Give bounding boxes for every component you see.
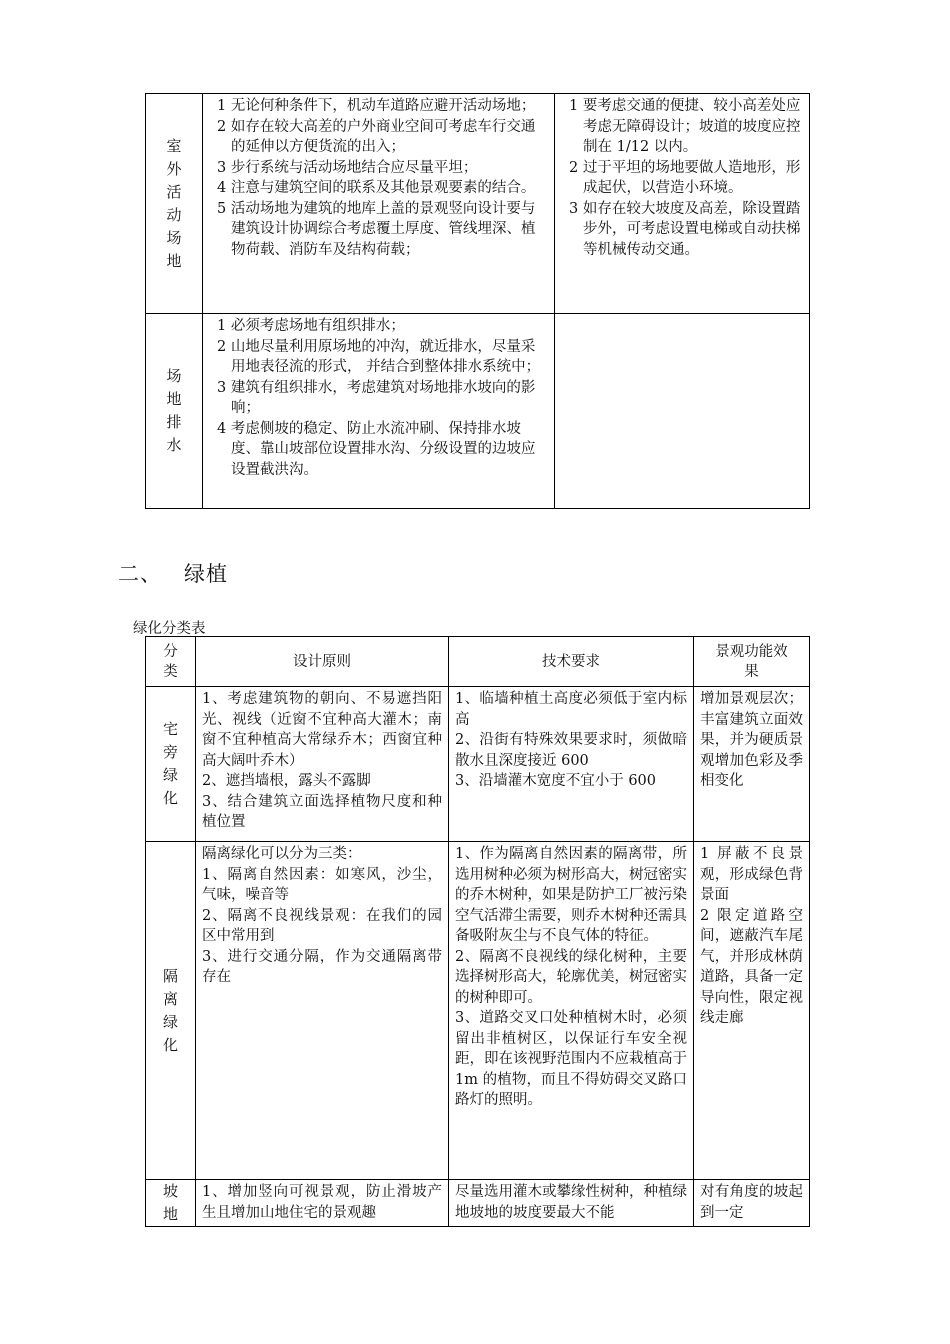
list-item: 隔离绿化可以分为三类： [202, 846, 362, 862]
section-number: 二、 [118, 562, 162, 586]
effect-cell [694, 687, 810, 842]
row-label-isolation: 隔 离 绿 化 [146, 842, 196, 1180]
row-label-house-side: 宅 旁 绿 化 [146, 687, 196, 842]
list-item: 5 活动场地为建筑的地库上盖的景观竖向设计要与建筑设计协调综合考虑覆土厚度、管线埋深、植物荷载、消防车及结构荷载； [217, 200, 536, 258]
list-item: 2 过于平坦的场地要做人造地形，形成起伏，以营造小环境。 [569, 159, 801, 196]
section-title: 绿植 [184, 562, 228, 586]
list-item: 3、道路交叉口处种植树木时，必须留出非植树区，以保证行车安全视距，即在该视野范围内不应栽植高于 1m 的植物，而且不得妨碍交叉路口路灯的照明。 [455, 1010, 687, 1108]
principle-cell [196, 687, 449, 842]
list-item: 1 要考虑交通的便捷、较小高差处应考虑无障碍设计；坡道的坡度应控制在 1/12 以内。 [569, 98, 801, 155]
requirements-cell-empty [555, 314, 810, 509]
list-item: 增加景观层次；丰富建筑立面效果，并为硬质景观增加色彩及季相变化 [700, 691, 803, 789]
list-item: 1、考虑建筑物的朝向、不易遮挡阳光、视线（近窗不宜种高大灌木；南窗不宜种植高大常绿乔木；西窗宜种高大阔叶乔木） [202, 691, 442, 769]
header-effect: 景观功能效 果 [694, 637, 810, 687]
table-row [146, 94, 810, 314]
list-item: 4 考虑侧坡的稳定、防止水流冲刷、保持排水坡度、靠山坡部位设置排水沟、分级设置的边坡应设置截洪沟。 [217, 420, 536, 478]
principles-cell [203, 314, 555, 509]
table-row [146, 687, 810, 842]
header-category: 分 类 [146, 637, 196, 687]
list-item: 2、沿街有特殊效果要求时，须做暗散水且深度接近 600 [455, 732, 687, 769]
list-item: 2、隔离不良视线景观：在我们的园区中常用到 [202, 907, 442, 944]
table-row [146, 842, 810, 1180]
list-item: 1、隔离自然因素：如寒风，沙尘，气味，噪音等 [202, 866, 442, 903]
row-label-site-drainage: 场 地 排 水 [146, 314, 203, 509]
site-design-table [145, 93, 810, 509]
effect-cell [694, 1180, 810, 1227]
principle-cell [196, 1180, 449, 1227]
list-item: 1 必须考虑场地有组织排水； [217, 318, 405, 334]
requirements-cell [555, 94, 810, 314]
requirement-cell [449, 1180, 694, 1227]
list-item: 1 屏蔽不良景观，形成绿色背景面 [700, 846, 803, 903]
table-caption: 绿化分类表 [133, 621, 206, 637]
requirement-cell [449, 842, 694, 1180]
table-row [146, 314, 810, 509]
table-row [146, 1180, 810, 1227]
header-principle: 设计原则 [196, 637, 449, 687]
greening-classification-table [145, 636, 810, 1227]
list-item: 1、临墙种植土高度必须低于室内标高 [455, 691, 687, 728]
list-item: 3 如存在较大坡度及高差，除设置踏步外，可考虑设置电梯或自动扶梯等机械传动交通。 [569, 200, 801, 258]
list-item: 3 步行系统与活动场地结合应尽量平坦； [217, 159, 478, 176]
row-label-slope: 坡 地 [146, 1180, 196, 1227]
list-item: 尽量选用灌木或攀缘性树种，种植绿地坡地的坡度要最大不能 [455, 1184, 687, 1221]
list-item: 3、沿墙灌木宽度不宜小于 600 [455, 773, 657, 789]
list-item: 2 如存在较大高差的户外商业空间可考虑车行交通的延伸以方便货流的出入； [217, 118, 536, 155]
list-item: 2 限定道路空间，遮蔽汽车尾气，并形成林荫道路，具备一定导向性，限定视线走廊 [700, 907, 803, 1026]
list-item: 4 注意与建筑空间的联系及其他景观要素的结合。 [217, 180, 536, 196]
header-requirement: 技术要求 [449, 637, 694, 687]
list-item: 2、遮挡墙根，露头不露脚 [202, 773, 371, 789]
requirement-cell [449, 687, 694, 842]
header-row [146, 637, 810, 687]
principles-cell [203, 94, 555, 314]
list-item: 1 无论何种条件下，机动车道路应避开活动场地； [217, 98, 536, 114]
list-item: 对有角度的坡起到一定 [700, 1184, 803, 1221]
section-heading [118, 558, 228, 588]
effect-cell [694, 842, 810, 1180]
list-item: 3 建筑有组织排水，考虑建筑对场地排水坡向的影响； [217, 379, 536, 416]
list-item: 3、结合建筑立面选择植物尺度和种植位置 [202, 793, 442, 830]
row-label-outdoor-activity: 室 外 活 动 场 地 [146, 94, 203, 314]
list-item: 2 山地尽量利用原场地的冲沟，就近排水，尽量采用地表径流的形式， 并结合到整体排水系统中； [217, 338, 541, 375]
list-item: 3、进行交通分隔，作为交通隔离带存在 [202, 948, 442, 985]
list-item: 2、隔离不良视线的绿化树种，主要选择树形高大，轮廓优美，树冠密实的树种即可。 [455, 948, 687, 1006]
list-item: 1、作为隔离自然因素的隔离带，所选用树种必须为树形高大，树冠密实的乔木树种，如果是防护工厂被污染空气活滞尘需要，则乔木树种还需具备吸附灰尘与不良气体的特征。 [455, 846, 687, 944]
principle-cell [196, 842, 449, 1180]
list-item: 1、增加竖向可视景观，防止滑坡产生且增加山地住宅的景观趣 [202, 1184, 442, 1221]
